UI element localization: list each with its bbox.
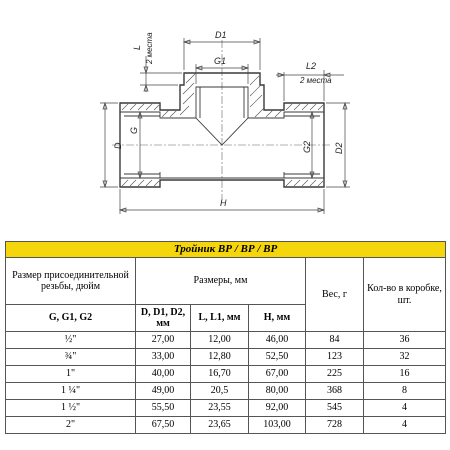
cell-l: 23,65 <box>191 417 249 434</box>
table-row <box>6 400 446 417</box>
section-hatching <box>122 74 323 186</box>
label-l-note: 2 места <box>145 32 154 64</box>
cell-l: 23,55 <box>191 400 249 417</box>
cell-size: 1 ½" <box>6 400 136 417</box>
table-title: Тройник ВР / ВР / ВР <box>6 242 446 258</box>
label-d1: D1 <box>215 30 227 40</box>
header-h: H, мм <box>249 305 306 332</box>
cell-size: ¾" <box>6 349 136 366</box>
cell-d: 27,00 <box>136 332 191 349</box>
label-d: D <box>113 142 123 149</box>
cell-weight: 728 <box>306 417 364 434</box>
cell-d: 67,50 <box>136 417 191 434</box>
cell-h: 52,50 <box>249 349 306 366</box>
header-l: L, L1, мм <box>191 305 249 332</box>
table-row <box>6 332 446 349</box>
label-l2: L2 <box>306 61 317 71</box>
table-row <box>6 366 446 383</box>
header-dimensions: Размеры, мм <box>136 258 306 305</box>
cell-h: 46,00 <box>249 332 306 349</box>
header-g: G, G1, G2 <box>6 305 136 332</box>
cell-l: 16,70 <box>191 366 249 383</box>
table-row <box>6 383 446 400</box>
label-h: H <box>220 198 227 208</box>
cell-weight: 123 <box>306 349 364 366</box>
table-row <box>6 417 446 434</box>
cell-qty: 4 <box>364 400 446 417</box>
header-d: D, D1, D2, мм <box>136 305 191 332</box>
cell-qty: 32 <box>364 349 446 366</box>
cell-size: ½" <box>6 332 136 349</box>
dimension-h <box>120 189 324 214</box>
label-g: G <box>129 126 139 134</box>
cell-weight: 225 <box>306 366 364 383</box>
header-weight: Вес, г <box>306 258 364 332</box>
cell-l: 20,5 <box>191 383 249 400</box>
cell-d: 55,50 <box>136 400 191 417</box>
table-row <box>6 349 446 366</box>
dimension-l2 <box>276 61 344 101</box>
cell-size: 1 ¼" <box>6 383 136 400</box>
cell-weight: 84 <box>306 332 364 349</box>
cell-l: 12,80 <box>191 349 249 366</box>
cell-size: 1" <box>6 366 136 383</box>
cell-weight: 545 <box>306 400 364 417</box>
cell-qty: 36 <box>364 332 446 349</box>
cell-h: 92,00 <box>249 400 306 417</box>
cell-l: 12,00 <box>191 332 249 349</box>
label-l: L <box>132 44 142 50</box>
label-d2: D2 <box>334 142 344 154</box>
spec-table <box>5 241 446 434</box>
cell-h: 80,00 <box>249 383 306 400</box>
header-quantity: Кол-во в коробке, шт. <box>364 258 446 332</box>
label-g2: G2 <box>302 140 312 153</box>
cell-weight: 368 <box>306 383 364 400</box>
dimension-g2 <box>302 112 314 178</box>
cell-size: 2" <box>6 417 136 434</box>
label-g1: G1 <box>214 56 227 66</box>
cell-qty: 8 <box>364 383 446 400</box>
cell-qty: 16 <box>364 366 446 383</box>
label-l2-note: 2 места <box>300 76 332 85</box>
cell-h: 103,00 <box>249 417 306 434</box>
header-size: Размер присоединительной резьбы, дюйм <box>6 258 136 305</box>
dimension-l <box>132 32 182 92</box>
cell-d: 40,00 <box>136 366 191 383</box>
cell-qty: 4 <box>364 417 446 434</box>
cell-d: 33,00 <box>136 349 191 366</box>
cell-h: 67,00 <box>249 366 306 383</box>
cell-d: 49,00 <box>136 383 191 400</box>
